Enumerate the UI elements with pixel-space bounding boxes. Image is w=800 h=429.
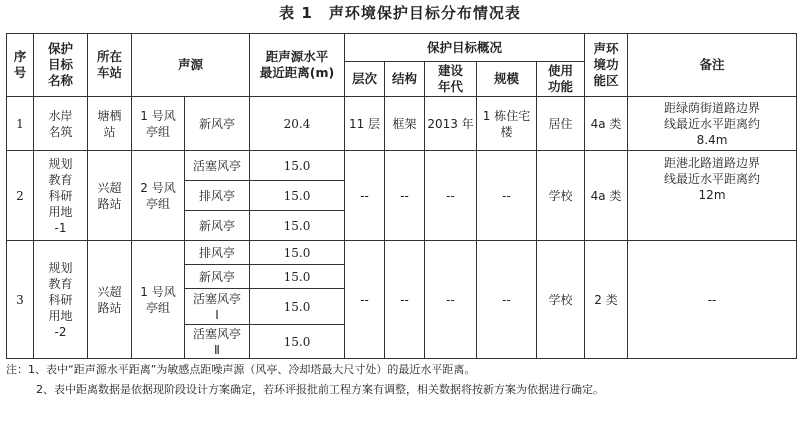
header-target-name: 保护 目标 名称 bbox=[34, 34, 88, 97]
scale-value: -- bbox=[477, 151, 537, 241]
zone-value: 4a 类 bbox=[585, 97, 628, 151]
floors-value: -- bbox=[345, 241, 385, 359]
source-group: 1 号风 亭组 bbox=[132, 241, 185, 359]
source-name: 新风亭 bbox=[185, 211, 250, 241]
structure-value: -- bbox=[385, 151, 425, 241]
row-index: 1 bbox=[7, 97, 34, 151]
built-value: -- bbox=[425, 151, 477, 241]
structure-value: -- bbox=[385, 241, 425, 359]
scale-value: 1 栋住宅 楼 bbox=[477, 97, 537, 151]
source-name: 排风亭 bbox=[185, 241, 250, 265]
header-scale: 规模 bbox=[477, 62, 537, 97]
station-name: 塘栖 站 bbox=[88, 97, 132, 151]
use-value: 学校 bbox=[537, 151, 585, 241]
header-index: 序 号 bbox=[7, 34, 34, 97]
header-station: 所在 车站 bbox=[88, 34, 132, 97]
use-value: 学校 bbox=[537, 241, 585, 359]
note-1: 注：1、表中“距声源水平距离”为敏感点距噪声源（风亭、冷却塔最大尺寸处）的最近水平距离。 bbox=[6, 363, 476, 376]
noise-target-table bbox=[6, 33, 797, 359]
source-name: 活塞风亭 bbox=[185, 151, 250, 181]
header-source: 声源 bbox=[132, 34, 250, 97]
source-name: 新风亭 bbox=[185, 97, 250, 151]
source-name: 活塞风亭 Ⅰ bbox=[185, 289, 250, 325]
header-structure: 结构 bbox=[385, 62, 425, 97]
scale-value: -- bbox=[477, 241, 537, 359]
source-distance: 15.0 bbox=[250, 181, 345, 211]
header-zone: 声环 境功 能区 bbox=[585, 34, 628, 97]
header-overview: 保护目标概况 bbox=[345, 34, 585, 62]
source-group: 2 号风 亭组 bbox=[132, 151, 185, 241]
zone-value: 2 类 bbox=[585, 241, 628, 359]
target-name: 规划 教育 科研 用地 -1 bbox=[34, 151, 88, 241]
use-value: 居住 bbox=[537, 97, 585, 151]
target-name: 规划 教育 科研 用地 -2 bbox=[34, 241, 88, 359]
built-value: 2013 年 bbox=[425, 97, 477, 151]
header-remarks: 备注 bbox=[628, 34, 797, 97]
source-distance: 15.0 bbox=[250, 289, 345, 325]
table-row bbox=[7, 151, 797, 181]
source-distance: 15.0 bbox=[250, 325, 345, 359]
table-notes bbox=[6, 360, 796, 400]
source-name: 活塞风亭 Ⅱ bbox=[185, 325, 250, 359]
station-name: 兴超 路站 bbox=[88, 241, 132, 359]
remarks-value: -- bbox=[628, 241, 797, 359]
floors-value: 11 层 bbox=[345, 97, 385, 151]
source-name: 新风亭 bbox=[185, 265, 250, 289]
source-distance: 15.0 bbox=[250, 265, 345, 289]
header-distance: 距声源水平 最近距离(m) bbox=[250, 34, 345, 97]
header-floors: 层次 bbox=[345, 62, 385, 97]
floors-value: -- bbox=[345, 151, 385, 241]
source-distance: 15.0 bbox=[250, 151, 345, 181]
source-distance: 15.0 bbox=[250, 241, 345, 265]
note-2: 2、表中距离数据是依据现阶段设计方案确定，若环评报批前工程方案有调整，相关数据将按新方案为依据进行确定。 bbox=[36, 383, 604, 396]
table-row bbox=[7, 97, 797, 151]
source-name: 排风亭 bbox=[185, 181, 250, 211]
remarks-value: 距绿荫街道路边界 线最近水平距离约 8.4m bbox=[628, 97, 797, 151]
table-title: 表 1 声环境保护目标分布情况表 bbox=[279, 4, 521, 22]
source-distance: 20.4 bbox=[250, 97, 345, 151]
row-index: 2 bbox=[7, 151, 34, 241]
source-distance: 15.0 bbox=[250, 211, 345, 241]
header-built: 建设 年代 bbox=[425, 62, 477, 97]
remarks-value: 距港北路道路边界 线最近水平距离约 12m bbox=[628, 151, 797, 241]
header-use: 使用 功能 bbox=[537, 62, 585, 97]
built-value: -- bbox=[425, 241, 477, 359]
source-group: 1 号风 亭组 bbox=[132, 97, 185, 151]
structure-value: 框架 bbox=[385, 97, 425, 151]
station-name: 兴超 路站 bbox=[88, 151, 132, 241]
table-row bbox=[7, 241, 797, 265]
target-name: 水岸 名筑 bbox=[34, 97, 88, 151]
zone-value: 4a 类 bbox=[585, 151, 628, 241]
row-index: 3 bbox=[7, 241, 34, 359]
